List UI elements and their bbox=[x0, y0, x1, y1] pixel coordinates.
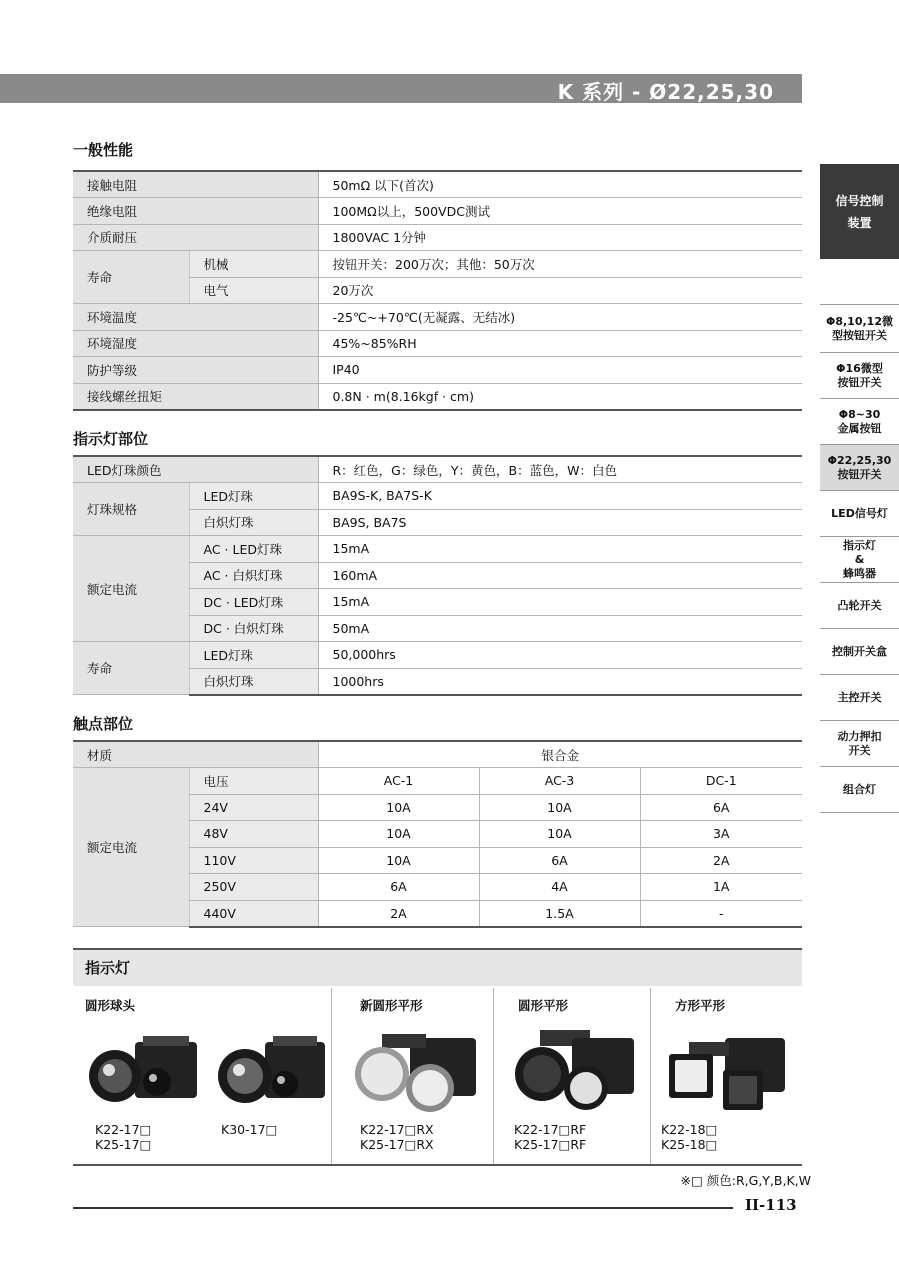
spec-sublabel: 48V bbox=[189, 821, 318, 848]
product-photo-k22-17rx bbox=[352, 1030, 486, 1114]
sidebar-item-label: 按钮开关 bbox=[837, 375, 882, 389]
spec-sublabel: AC · LED灯珠 bbox=[189, 536, 318, 563]
sidebar-item-label: 组合灯 bbox=[843, 782, 876, 796]
product-photo-k22-17 bbox=[79, 1032, 205, 1112]
section-title-contact: 触点部位 bbox=[73, 715, 134, 733]
sidebar-divider bbox=[820, 259, 899, 305]
sidebar-item[interactable] bbox=[820, 537, 899, 583]
spec-label: 环境温度 bbox=[73, 304, 318, 331]
page-number: II-113 bbox=[745, 1196, 797, 1214]
table-row bbox=[73, 741, 802, 768]
indicator-lamp-gallery bbox=[73, 948, 802, 1166]
product-photo-k22-17rf bbox=[510, 1028, 640, 1114]
table-cell: 4A bbox=[479, 874, 640, 901]
sidebar-item-label: LED信号灯 bbox=[831, 506, 888, 520]
spec-label: 寿命 bbox=[73, 642, 189, 695]
spec-sublabel: 白炽灯珠 bbox=[189, 668, 318, 695]
product-group-label: 方形平形 bbox=[675, 998, 726, 1013]
table-cell: 10A bbox=[318, 821, 479, 848]
table-cell: - bbox=[640, 900, 802, 927]
spec-sublabel: 250V bbox=[189, 874, 318, 901]
sidebar-item[interactable] bbox=[820, 583, 899, 629]
product-photo-k22-18 bbox=[663, 1032, 793, 1114]
spec-label: 额定电流 bbox=[73, 536, 189, 642]
spec-sublabel: LED灯珠 bbox=[189, 642, 318, 669]
section-title-lamp: 指示灯部位 bbox=[73, 430, 149, 448]
sidebar-item[interactable] bbox=[820, 353, 899, 399]
spec-sublabel: 电气 bbox=[189, 277, 318, 304]
spec-label: LED灯珠颜色 bbox=[73, 456, 318, 483]
spec-value: 1800VAC 1分钟 bbox=[318, 224, 802, 251]
sidebar-item[interactable] bbox=[820, 629, 899, 675]
column-header: AC-1 bbox=[318, 768, 479, 795]
spec-sublabel: DC · LED灯珠 bbox=[189, 589, 318, 616]
table-row bbox=[73, 456, 802, 483]
spec-value: 45%~85%RH bbox=[318, 330, 802, 357]
product-photo-k30-17 bbox=[211, 1032, 329, 1112]
sidebar-item[interactable] bbox=[820, 721, 899, 767]
product-code: K22-18□ K25-18□ bbox=[661, 1122, 718, 1152]
product-code: K30-17□ bbox=[221, 1122, 278, 1137]
spec-value: 160mA bbox=[318, 562, 802, 589]
sidebar-item-label: 凸轮开关 bbox=[837, 598, 882, 612]
spec-sublabel: 白炽灯珠 bbox=[189, 509, 318, 536]
table-cell: 10A bbox=[318, 847, 479, 874]
spec-value: 50mΩ 以下(首次) bbox=[318, 171, 802, 198]
spec-value: -25℃~+70℃(无凝露、无结冰) bbox=[318, 304, 802, 331]
table-row bbox=[73, 171, 802, 198]
table-cell: 6A bbox=[640, 794, 802, 821]
product-code: K22-17□RX K25-17□RX bbox=[360, 1122, 434, 1152]
sidebar-item-label: Φ8,10,12微 bbox=[826, 314, 893, 328]
sidebar-item-label: 金属按钮 bbox=[837, 421, 882, 435]
spec-value: BA9S-K, BA7S-K bbox=[318, 483, 802, 510]
spec-value: IP40 bbox=[318, 357, 802, 384]
spec-value: 100MΩ以上，500VDC测试 bbox=[318, 198, 802, 225]
spec-sublabel: 机械 bbox=[189, 251, 318, 278]
spec-label: 防护等级 bbox=[73, 357, 318, 384]
series-header-bar bbox=[0, 74, 802, 103]
spec-sublabel: DC · 白炽灯珠 bbox=[189, 615, 318, 642]
sidebar-item[interactable] bbox=[820, 491, 899, 537]
spec-value: 按钮开关：200万次；其他：50万次 bbox=[318, 251, 802, 278]
spec-value: 银合金 bbox=[318, 741, 802, 768]
spec-value: 20万次 bbox=[318, 277, 802, 304]
table-cell: 6A bbox=[479, 847, 640, 874]
spec-sublabel: 110V bbox=[189, 847, 318, 874]
table-row bbox=[73, 383, 802, 410]
spec-label: 接触电阻 bbox=[73, 171, 318, 198]
sidebar-item-label: 动力押扣 bbox=[837, 729, 882, 743]
sidebar-item-label: Φ22,25,30 bbox=[827, 453, 892, 467]
general-spec-table bbox=[73, 170, 802, 411]
product-group-label: 圆形平形 bbox=[518, 998, 569, 1013]
section-title-general: 一般性能 bbox=[73, 141, 134, 159]
footer-rule bbox=[73, 1207, 733, 1209]
contact-spec-table bbox=[73, 740, 802, 928]
product-code: K22-17□RF K25-17□RF bbox=[514, 1122, 587, 1152]
table-row bbox=[73, 330, 802, 357]
table-row bbox=[73, 642, 802, 669]
spec-sublabel: 电压 bbox=[189, 768, 318, 795]
product-group-new-round-flat bbox=[331, 988, 493, 1164]
sidebar-item-label: 型按钮开关 bbox=[832, 328, 887, 342]
sidebar-item-label: Φ16微型 bbox=[836, 361, 883, 375]
product-group-square-flat bbox=[650, 988, 802, 1164]
sidebar-item-label: 指示灯 bbox=[843, 538, 876, 552]
sidebar-section-label: 装置 bbox=[847, 215, 872, 230]
table-row bbox=[73, 198, 802, 225]
lamp-spec-table bbox=[73, 455, 802, 696]
spec-value: 15mA bbox=[318, 536, 802, 563]
spec-label: 额定电流 bbox=[73, 768, 189, 927]
spec-label: 材质 bbox=[73, 741, 318, 768]
spec-value: 15mA bbox=[318, 589, 802, 616]
table-cell: 1A bbox=[640, 874, 802, 901]
series-title: K 系列 - Ø22,25,30 bbox=[557, 80, 774, 104]
spec-label: 绝缘电阻 bbox=[73, 198, 318, 225]
table-cell: 2A bbox=[640, 847, 802, 874]
table-cell: 10A bbox=[318, 794, 479, 821]
sidebar-item-label: 主控开关 bbox=[837, 690, 882, 704]
spec-label: 环境湿度 bbox=[73, 330, 318, 357]
sidebar-item-label: 开关 bbox=[848, 743, 871, 757]
color-footnote: ※□ 颜色:R,G,Y,B,K,W bbox=[680, 1173, 811, 1188]
spec-sublabel: LED灯珠 bbox=[189, 483, 318, 510]
spec-value: R：红色，G：绿色，Y：黄色，B：蓝色，W：白色 bbox=[318, 456, 802, 483]
table-cell: 6A bbox=[318, 874, 479, 901]
sidebar-item-label: Φ8~30 bbox=[838, 407, 881, 421]
spec-label: 介质耐压 bbox=[73, 224, 318, 251]
sidebar-item[interactable] bbox=[820, 445, 899, 491]
spec-value: 0.8N · m(8.16kgf · cm) bbox=[318, 383, 802, 410]
category-sidebar bbox=[820, 164, 899, 813]
column-header: DC-1 bbox=[640, 768, 802, 795]
sidebar-item-label: & bbox=[854, 552, 865, 566]
spec-sublabel: AC · 白炽灯珠 bbox=[189, 562, 318, 589]
sidebar-item[interactable] bbox=[820, 675, 899, 721]
table-row bbox=[73, 304, 802, 331]
spec-label: 灯珠规格 bbox=[73, 483, 189, 536]
spec-label: 接线螺丝扭矩 bbox=[73, 383, 318, 410]
table-cell: 10A bbox=[479, 794, 640, 821]
spec-value: 50,000hrs bbox=[318, 642, 802, 669]
sidebar-section-label: 信号控制 bbox=[835, 193, 884, 208]
table-row bbox=[73, 224, 802, 251]
table-cell: 2A bbox=[318, 900, 479, 927]
table-row bbox=[73, 251, 802, 278]
spec-label: 寿命 bbox=[73, 251, 189, 304]
table-row bbox=[73, 483, 802, 510]
table-cell: 1.5A bbox=[479, 900, 640, 927]
spec-value: 1000hrs bbox=[318, 668, 802, 695]
table-cell: 10A bbox=[479, 821, 640, 848]
sidebar-item-label: 蜂鸣器 bbox=[843, 566, 876, 580]
table-row bbox=[73, 768, 802, 795]
product-group-label: 圆形球头 bbox=[85, 998, 136, 1013]
product-code: K22-17□ K25-17□ bbox=[95, 1122, 152, 1152]
product-group-label: 新圆形平形 bbox=[360, 998, 423, 1013]
sidebar-item-label: 控制开关盒 bbox=[832, 644, 887, 658]
table-cell: 3A bbox=[640, 821, 802, 848]
spec-sublabel: 24V bbox=[189, 794, 318, 821]
sidebar-section-active[interactable] bbox=[820, 164, 899, 259]
table-row bbox=[73, 536, 802, 563]
product-group-round-flat bbox=[493, 988, 650, 1164]
sidebar-item[interactable] bbox=[820, 767, 899, 813]
sidebar-item[interactable] bbox=[820, 305, 899, 353]
spec-value: 50mA bbox=[318, 615, 802, 642]
sidebar-item-label: 按钮开关 bbox=[837, 467, 882, 481]
spec-sublabel: 440V bbox=[189, 900, 318, 927]
spec-value: BA9S, BA7S bbox=[318, 509, 802, 536]
product-group-round-dome bbox=[73, 988, 331, 1164]
gallery-title: 指示灯 bbox=[73, 950, 802, 986]
column-header: AC-3 bbox=[479, 768, 640, 795]
sidebar-item[interactable] bbox=[820, 399, 899, 445]
table-row bbox=[73, 357, 802, 384]
